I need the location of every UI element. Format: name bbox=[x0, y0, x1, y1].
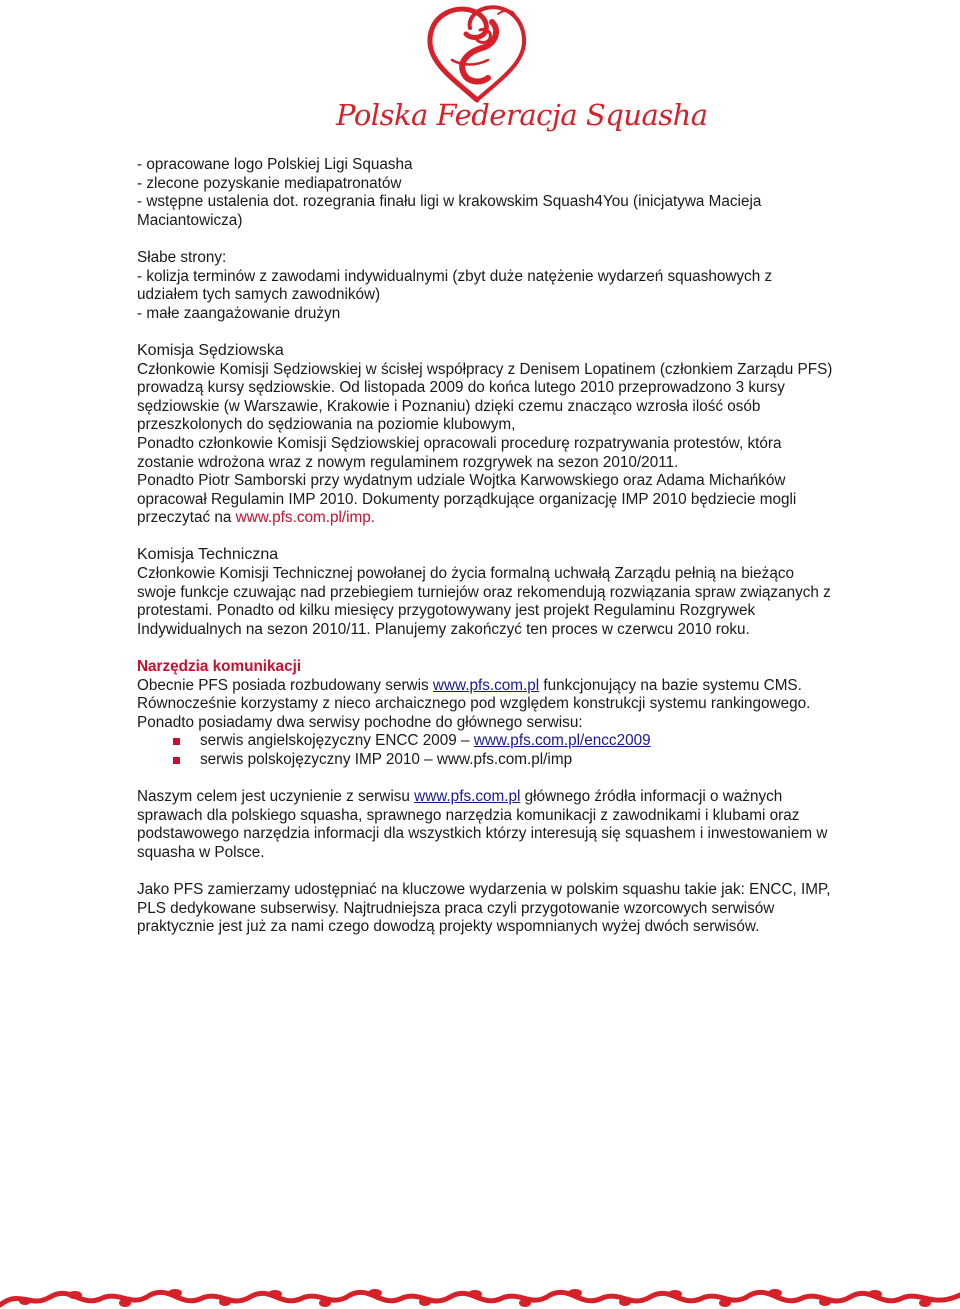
communication-paragraph bbox=[137, 788, 837, 862]
list-item bbox=[173, 732, 837, 751]
weak-point-line: - kolizja terminów z zawodami indywidualnymi (zbyt duże natężenie wydarzeń squashowych z udziałem tych samych zawodników) bbox=[137, 267, 773, 304]
intro-line: - opracowane logo Polskiej Ligi Squasha bbox=[137, 156, 413, 173]
square-bullet-icon bbox=[173, 738, 180, 745]
document-body bbox=[137, 156, 837, 937]
communication-paragraph bbox=[137, 677, 837, 714]
communication-paragraph: Jako PFS zamierzamy udostępniać na kluczowe wydarzenia w polskim squashu takie jak: ENCC, IMP, PLS dedykowane subserwisy. Najtrudniejsza praca czyli przygotowanie wzorcowych serwisów praktycznie jest już za nami czego dowodzą projekty wspomnianych wyżej dwóch serwisów. bbox=[137, 881, 831, 936]
referee-paragraph: Ponadto członkowie Komisji Sędziowskiej opracowali procedurę rozpatrywania protestów, która zostanie wdrożona wraz z nowym regulaminem rozgrywek na sezon 2010/2011. bbox=[137, 434, 782, 471]
technical-section-title: Komisja Techniczna bbox=[137, 546, 279, 564]
list-item bbox=[173, 751, 837, 770]
weak-point-line: - małe zaangażowanie drużyn bbox=[137, 304, 341, 322]
weak-points-title: Słabe strony: bbox=[137, 248, 227, 266]
referee-paragraph: Członkowie Komisji Sędziowskiej w ścisłej współpracy z Denisem Lopatinem (członkiem Zarządu PFS) prowadzą kursy sędziowskie. Od listopada 2009 do końca lutego 2010 przeprowadzono 3 kursy sędziowskie (w Warszawie, Krakowie i Poznaniu) dzięki czemu znacząco wzrosła ilość osób przeszkolonych do sędziowania na poziomie klubowym, bbox=[137, 360, 833, 434]
square-bullet-icon bbox=[173, 757, 180, 764]
intro-line: - zlecone pozyskanie mediapatronatów bbox=[137, 174, 402, 192]
list-item-text: serwis polskojęzyczny IMP 2010 – www.pfs.com.pl/imp bbox=[200, 751, 573, 768]
comm-text: funkcjonujący na bazie systemu CMS. Równocześnie korzystamy z nieco archaicznego pod względem konstrukcji systemu rankingowego. bbox=[137, 676, 811, 713]
communication-section-title: Narzędzia komunikacji bbox=[137, 658, 302, 676]
referee-section-title: Komisja Sędziowska bbox=[137, 341, 284, 359]
comm-text: głównego źródła informacji o ważnych sprawach dla polskiego squasha, sprawnego narzędzia komunikacji z zawodnikami i klubami oraz podstawowego narzędzia informacji dla wszystkich którzy interesują się squashem i inwestowaniem w squasha w Polsce. bbox=[137, 788, 828, 861]
comm-text: Obecnie PFS posiada rozbudowany serwis bbox=[137, 676, 433, 694]
squash-swirl-logo-icon bbox=[422, 0, 532, 104]
pfs-site-link[interactable]: www.pfs.com.pl bbox=[432, 676, 540, 694]
referee-text: Ponadto Piotr Samborski przy wydatnym udziale Wojtka Karwowskiego oraz Adama Michańków opracował Regulamin IMP 2010. Dokumenty porządkujące organizację IMP 2010 będziecie mogli przeczytać na bbox=[137, 472, 797, 527]
technical-paragraph: Członkowie Komisji Technicznej powołanej do życia formalną uchwałą Zarządu pełnią na bieżąco swoje funkcje czuwając nad przebiegiem turniejów oraz rekomendują rozwiązania spraw związanych z protestami. Ponadto od kilku miesięcy przygotowywany jest projekt Regulaminu Rozgrywek Indywidualnych na sezon 2010/11. Planujemy zakończyć ten proces w czerwcu 2010 roku. bbox=[137, 565, 831, 638]
footer-decoration-strip bbox=[0, 1275, 960, 1309]
comm-text: Naszym celem jest uczynienie z serwisu bbox=[137, 788, 415, 806]
list-item-text: serwis angielskojęzyczny ENCC 2009 – bbox=[200, 732, 474, 750]
pfs-site-link[interactable]: www.pfs.com.pl bbox=[414, 788, 521, 806]
referee-paragraph bbox=[137, 472, 837, 528]
logo-wordmark: Polska Federacja Squasha bbox=[336, 98, 708, 132]
pfs-logo bbox=[336, 0, 708, 145]
encc-link[interactable]: www.pfs.com.pl/encc2009 bbox=[473, 732, 651, 750]
services-list bbox=[137, 732, 837, 769]
communication-paragraph: Ponadto posiadamy dwa serwisy pochodne do głównego serwisu: bbox=[137, 713, 583, 731]
intro-line: - wstępne ustalenia dot. rozegrania finału ligi w krakowskim Squash4You (inicjatywa Macieja Maciantowicza) bbox=[137, 193, 762, 229]
imp-link[interactable]: www.pfs.com.pl/imp. bbox=[235, 509, 376, 527]
